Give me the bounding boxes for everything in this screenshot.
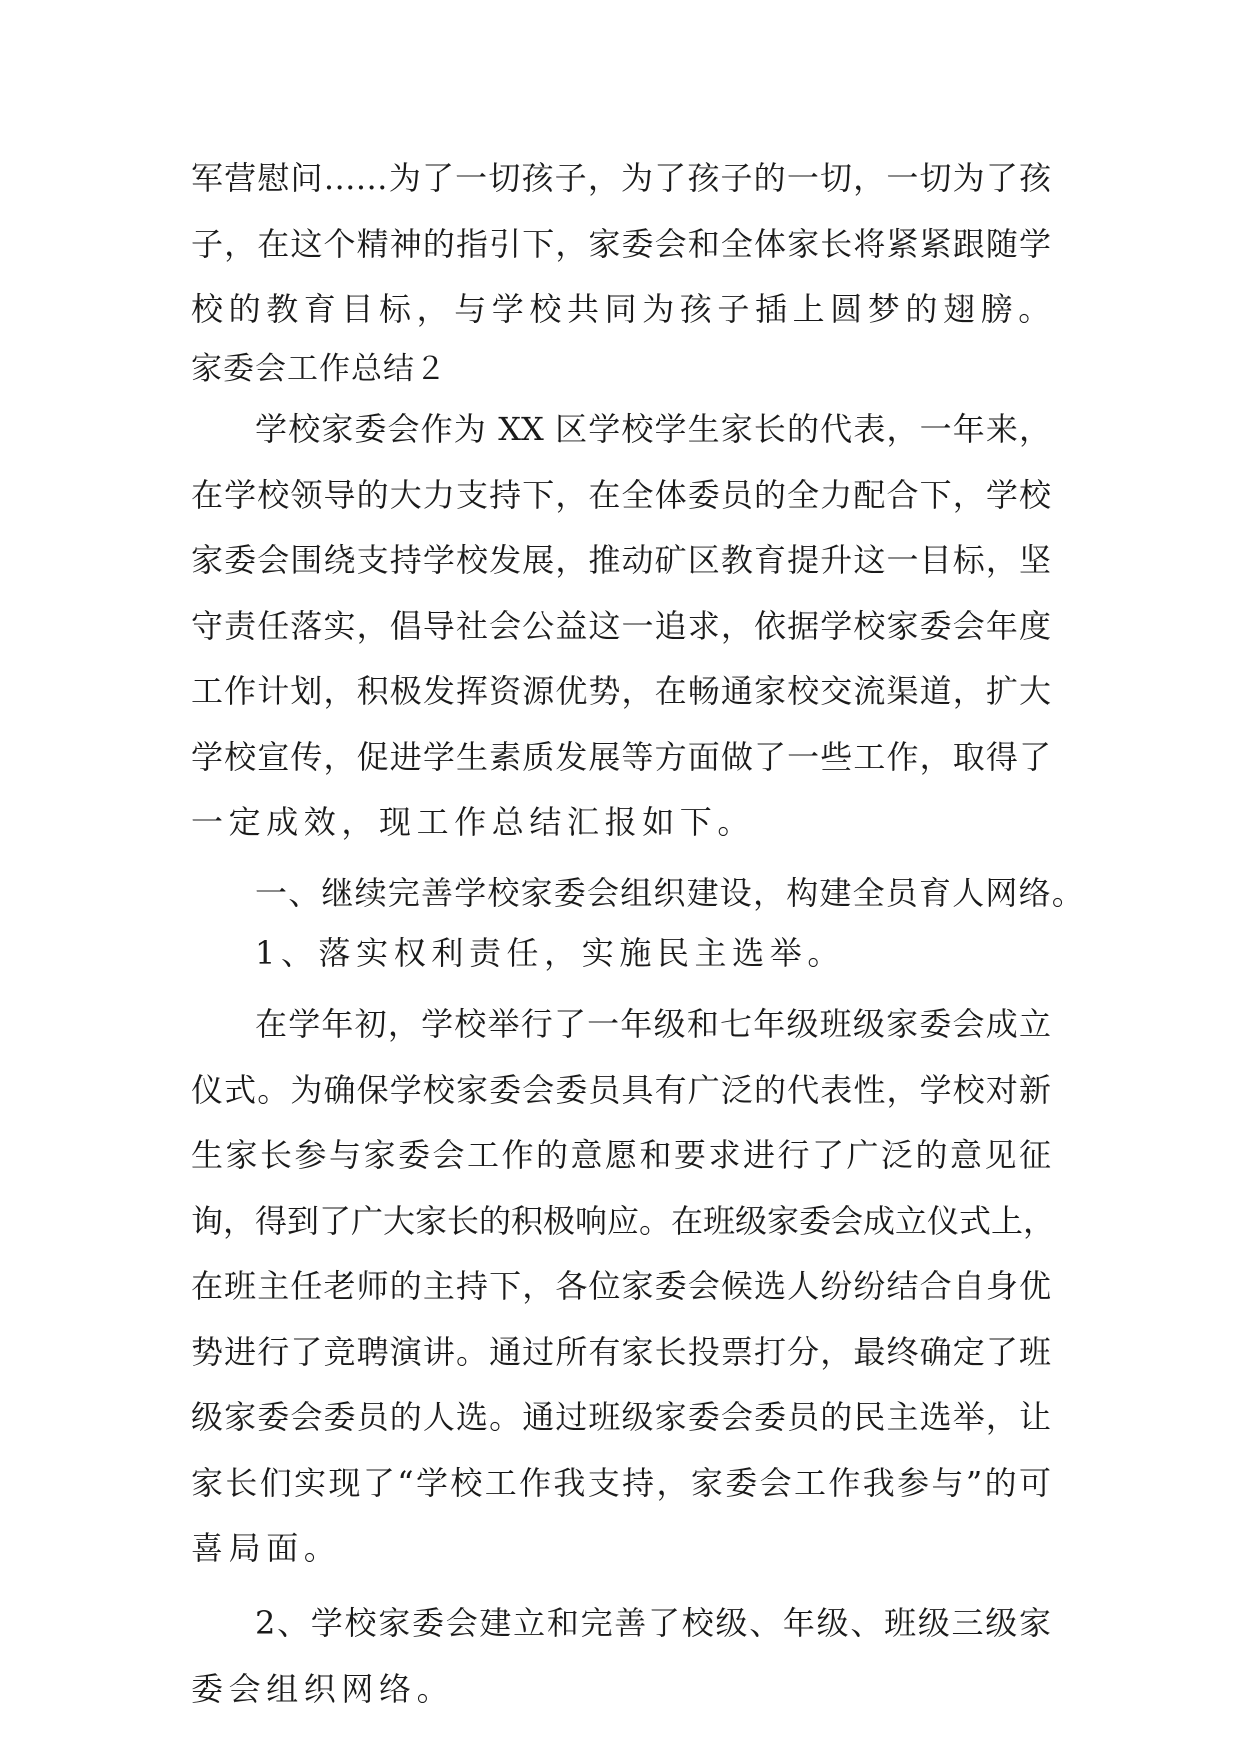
paragraph-line: 学校宣传，促进学生素质发展等方面做了一些工作，取得了 [191,737,1051,776]
paragraph-line: 在学年初，学校举行了一年级和七年级班级家委会成立 [255,1005,1051,1043]
paragraph-line: 在班主任老师的主持下，各位家委会候选人纷纷结合自身优 [191,1267,1051,1305]
paragraph-line: 级家委会委员的人选。通过班级家委会委员的民主选举，让 [191,1398,1051,1436]
paragraph-line: 喜局面。 [191,1529,342,1567]
document-page [191,157,1086,1710]
paragraph-line: 委会组织网络。 [191,1669,455,1708]
section-heading: 家委会工作总结２ [191,351,447,387]
paragraph-line: 子，在这个精神的指引下，家委会和全体家长将紧紧跟随学 [191,224,1051,263]
section-subheading: 一、继续完善学校家委会组织建设，构建全员育人网络。 [255,874,1086,912]
paragraph-line: 家委会围绕支持学校发展，推动矿区教育提升这一目标，坚 [191,541,1051,579]
numbered-item: 1、落实权利责任，实施民主选举。 [255,934,845,972]
paragraph-line: 仪式。为确保学校家委会委员具有广泛的代表性，学校对新 [191,1070,1051,1109]
paragraph-line: 工作计划，积极发挥资源优势，在畅通家校交流渠道，扩大 [191,672,1051,710]
paragraph-line: 军营慰问……为了一切孩子，为了孩子的一切，一切为了孩 [191,159,1051,197]
paragraph-line: 势进行了竞聘演讲。通过所有家长投票打分，最终确定了班 [191,1332,1051,1371]
paragraph-line: 在学校领导的大力支持下，在全体委员的全力配合下，学校 [191,475,1051,514]
paragraph-line: 询，得到了广大家长的积极响应。在班级家委会成立仪式上， [191,1201,1056,1240]
paragraph-line: 学校家委会作为 XX 区学校学生家长的代表，一年来， [255,410,1051,448]
paragraph-line: 守责任落实，倡导社会公益这一追求，依据学校家委会年度 [191,606,1051,645]
paragraph-line: 生家长参与家委会工作的意愿和要求进行了广泛的意见征 [191,1136,1051,1174]
paragraph-line: 校的教育目标，与学校共同为孩子插上圆梦的翅膀。 [191,290,1056,328]
numbered-item: 2、学校家委会建立和完善了校级、年级、班级三级家 [255,1604,1051,1642]
paragraph-line: 家长们实现了“学校工作我支持，家委会工作我参与”的可 [191,1463,1051,1502]
paragraph-line: 一定成效，现工作总结汇报如下。 [191,803,756,841]
